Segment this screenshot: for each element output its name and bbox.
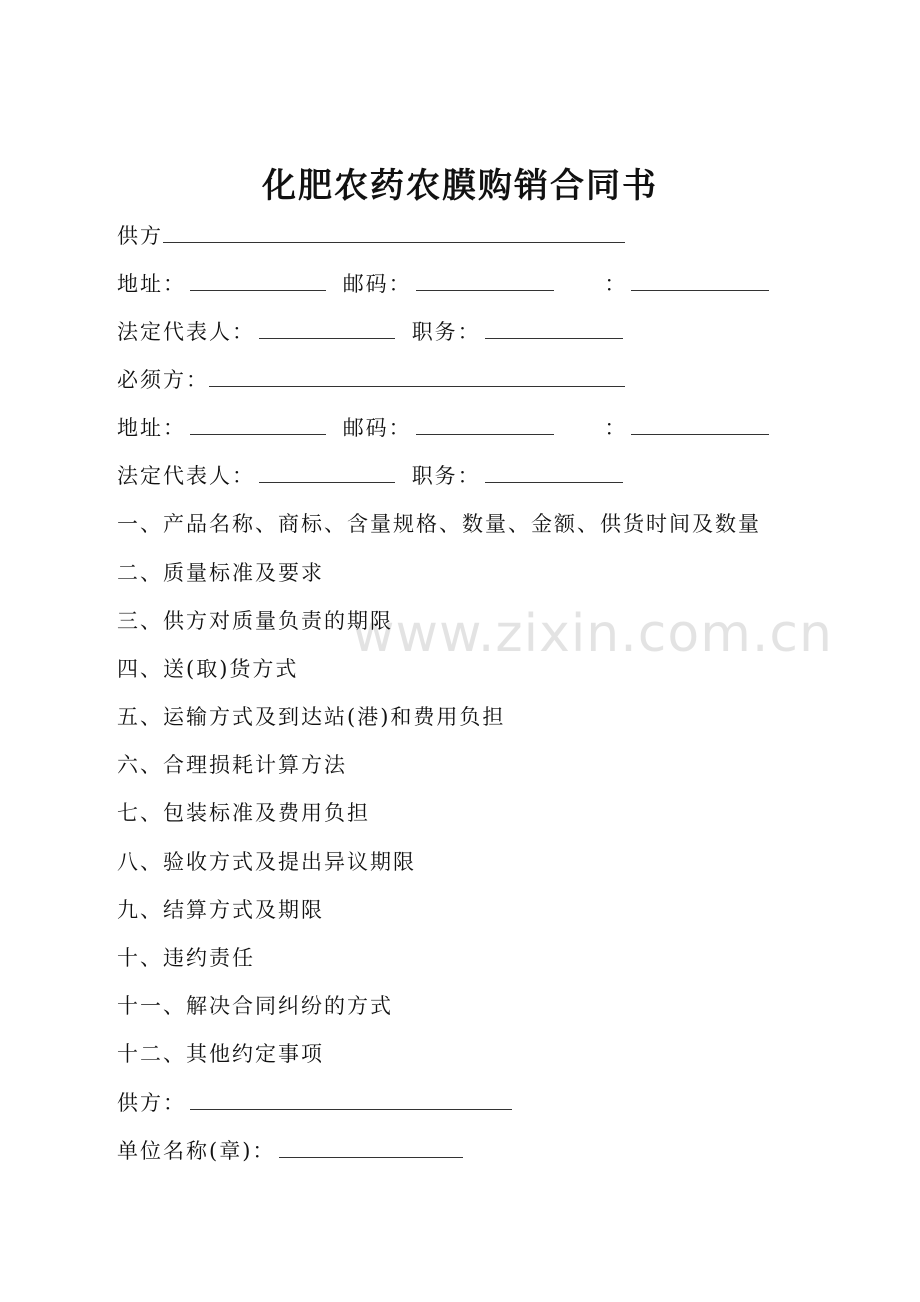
supplier-rep-line <box>117 316 623 348</box>
supplier-address-label: 地址： <box>117 272 186 296</box>
supplier-rep-field[interactable] <box>259 316 395 339</box>
document-title: 化肥农药农膜购销合同书 <box>262 166 658 206</box>
supplier-phone-label: ： <box>604 272 628 296</box>
buyer-position-field[interactable] <box>485 460 623 483</box>
buyer-position-label: 职务： <box>411 464 481 488</box>
supplier-address-line <box>117 268 769 300</box>
supplier-line <box>117 220 625 252</box>
buyer-postcode-field[interactable] <box>416 412 554 435</box>
buyer-name-field[interactable] <box>209 364 625 387</box>
supplier-name-field[interactable] <box>163 220 625 243</box>
buyer-label: 必须方： <box>117 368 209 392</box>
clause-2: 二、质量标准及要求 <box>117 561 324 585</box>
buyer-address-label: 地址： <box>117 416 186 440</box>
buyer-rep-label: 法定代表人： <box>117 464 255 488</box>
clause-6: 六、合理损耗计算方法 <box>117 753 347 777</box>
clause-5: 五、运输方式及到达站(港)和费用负担 <box>117 705 506 729</box>
clause-4: 四、送(取)货方式 <box>117 657 299 681</box>
supplier-rep-label: 法定代表人： <box>117 320 255 344</box>
buyer-phone-label: ： <box>604 416 628 440</box>
clause-12: 十二、其他约定事项 <box>117 1042 324 1066</box>
supplier-position-label: 职务： <box>411 320 481 344</box>
signature-supplier-line <box>117 1087 512 1119</box>
supplier-phone-field[interactable] <box>631 268 769 291</box>
signature-unit-label: 单位名称(章)： <box>117 1139 276 1163</box>
clause-8: 八、验收方式及提出异议期限 <box>117 850 416 874</box>
supplier-address-field[interactable] <box>190 268 326 291</box>
signature-unit-field[interactable] <box>279 1135 463 1158</box>
clause-1: 一、产品名称、商标、含量规格、数量、金额、供货时间及数量 <box>117 512 761 536</box>
supplier-position-field[interactable] <box>485 316 623 339</box>
supplier-label: 供方 <box>117 224 163 248</box>
clause-11: 十一、解决合同纠纷的方式 <box>117 994 393 1018</box>
supplier-postcode-label: 邮码： <box>342 272 412 296</box>
buyer-phone-field[interactable] <box>631 412 769 435</box>
watermark: www.zixin.com.cn <box>352 604 833 664</box>
supplier-postcode-field[interactable] <box>416 268 554 291</box>
signature-supplier-label: 供方： <box>117 1091 186 1115</box>
buyer-rep-line <box>117 460 623 492</box>
signature-supplier-field[interactable] <box>190 1087 512 1110</box>
buyer-rep-field[interactable] <box>259 460 395 483</box>
buyer-postcode-label: 邮码： <box>342 416 412 440</box>
clause-9: 九、结算方式及期限 <box>117 898 324 922</box>
signature-unit-line <box>117 1135 463 1167</box>
buyer-address-line <box>117 412 769 444</box>
clause-7: 七、包装标准及费用负担 <box>117 801 370 825</box>
clause-10: 十、违约责任 <box>117 946 255 970</box>
buyer-address-field[interactable] <box>190 412 326 435</box>
clause-3: 三、供方对质量负责的期限 <box>117 609 393 633</box>
buyer-line <box>117 364 625 396</box>
